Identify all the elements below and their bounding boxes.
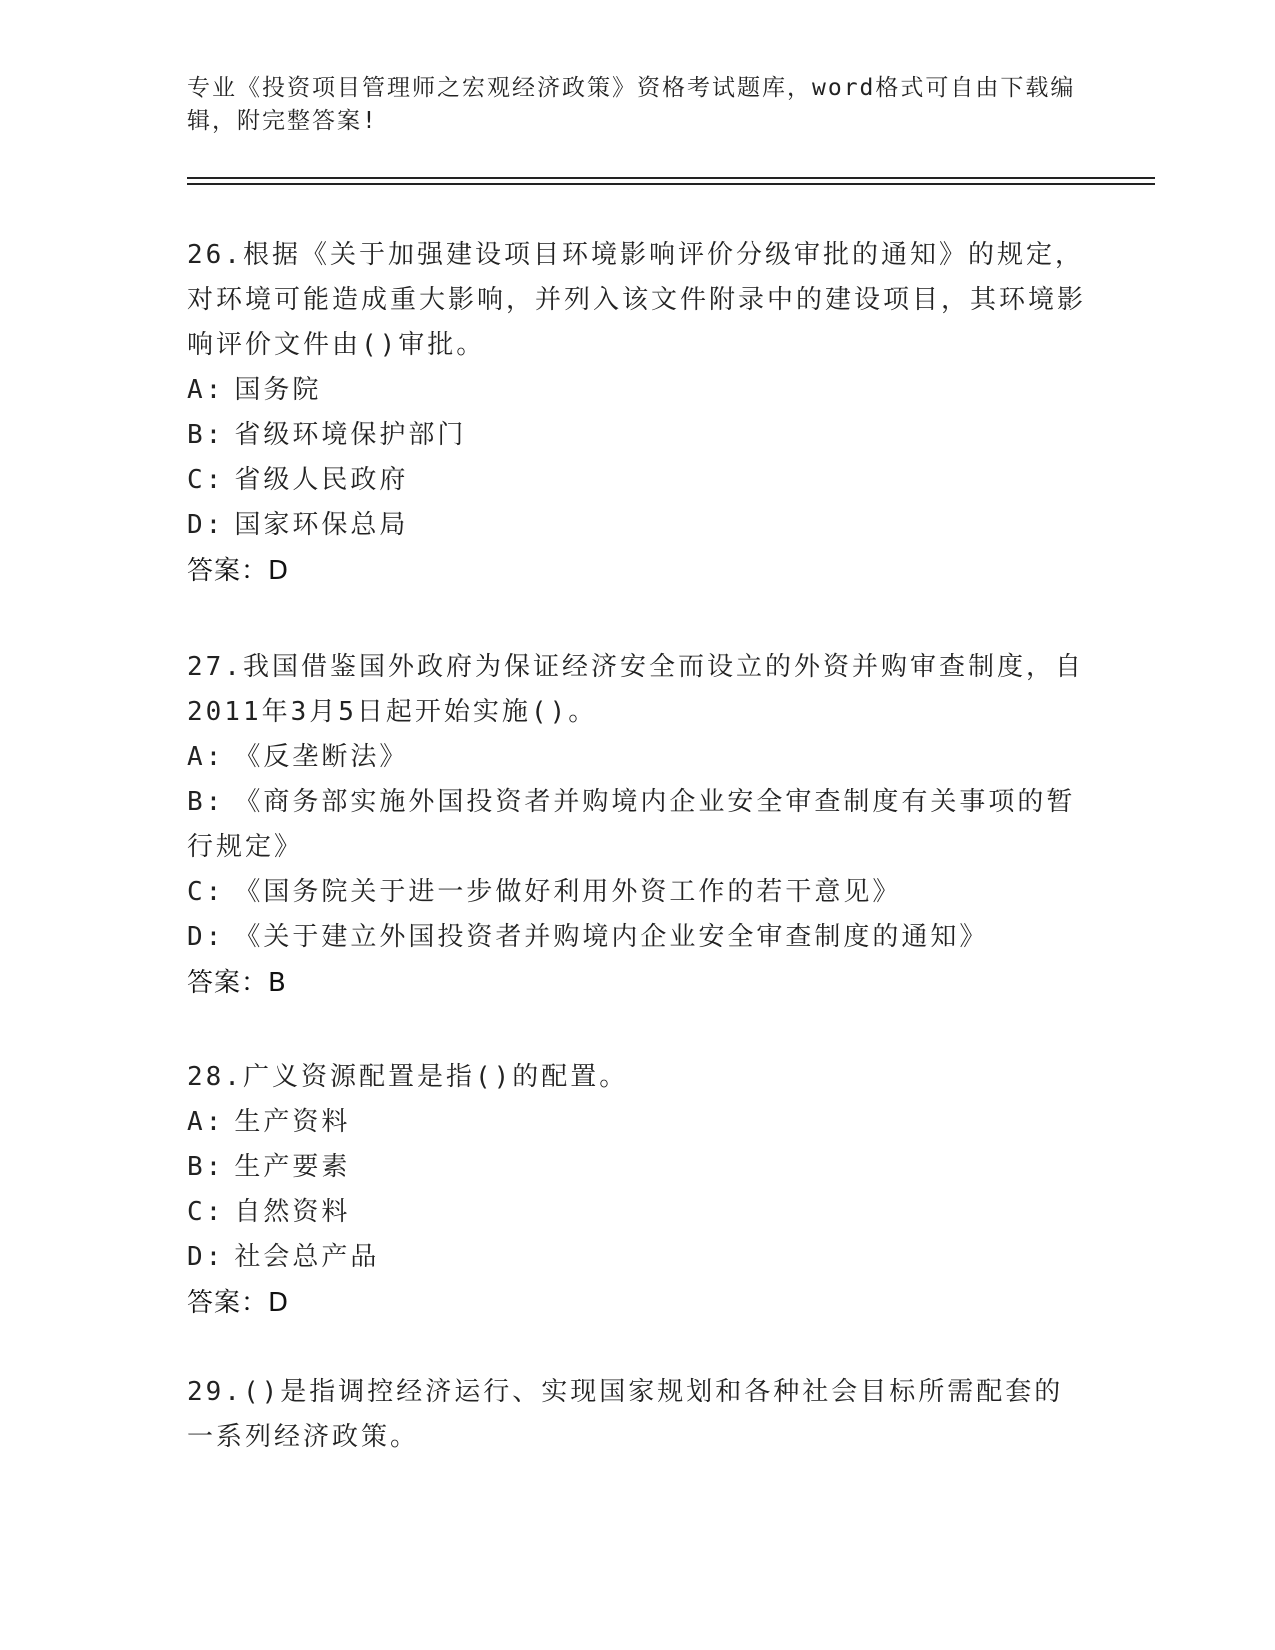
option-d xyxy=(187,503,1087,548)
option-tag: A: xyxy=(187,375,225,405)
question-stem: 28.广义资源配置是指()的配置。 xyxy=(187,1062,629,1092)
option-tag: A: xyxy=(187,1107,225,1137)
question-stem: 27.我国借鉴国外政府为保证经济安全而设立的外资并购审查制度，自2011年3月5日起开始实施()。 xyxy=(187,652,1084,727)
option-a xyxy=(187,1100,1087,1145)
option-text: 《商务部实施外国投资者并购境内企业安全审查制度有关事项的暂行规定》 xyxy=(187,787,1076,862)
answer-label: 答案： xyxy=(187,1288,269,1318)
option-text: 省级人民政府 xyxy=(234,465,409,495)
question-stem: 26.根据《关于加强建设项目环境影响评价分级审批的通知》的规定，对环境可能造成重大影响，并列入该文件附录中的建设项目，其环境影响评价文件由()审批。 xyxy=(187,240,1087,360)
answer-label: 答案： xyxy=(187,556,269,586)
option-d xyxy=(187,1235,1087,1280)
option-text: 生产资料 xyxy=(234,1107,351,1137)
option-text: 《反垄断法》 xyxy=(234,742,409,772)
question-28 xyxy=(187,1055,1087,1326)
option-text: 《关于建立外国投资者并购境内企业安全审查制度的通知》 xyxy=(234,922,989,952)
option-b xyxy=(187,413,1087,458)
option-text: 《国务院关于进一步做好利用外资工作的若干意见》 xyxy=(234,877,902,907)
answer-line xyxy=(187,960,1087,1006)
question-stem: 29.()是指调控经济运行、实现国家规划和各种社会目标所需配套的一系列经济政策。 xyxy=(187,1377,1064,1452)
question-27 xyxy=(187,645,1087,1006)
option-tag: D: xyxy=(187,922,225,952)
option-c xyxy=(187,870,1087,915)
answer-value: B xyxy=(268,968,287,998)
option-text: 生产要素 xyxy=(234,1152,351,1182)
option-tag: D: xyxy=(187,510,225,540)
option-tag: C: xyxy=(187,465,225,495)
answer-line xyxy=(187,548,1087,594)
header-divider-bottom xyxy=(187,183,1155,185)
answer-value: D xyxy=(268,556,290,586)
option-tag: B: xyxy=(187,420,225,450)
question-29 xyxy=(187,1370,1087,1460)
option-tag: C: xyxy=(187,1197,225,1227)
option-c xyxy=(187,458,1087,503)
option-b xyxy=(187,1145,1087,1190)
option-tag: B: xyxy=(187,1152,225,1182)
answer-line xyxy=(187,1280,1087,1326)
question-26 xyxy=(187,233,1087,594)
option-c xyxy=(187,1190,1087,1235)
option-a xyxy=(187,735,1087,780)
answer-value: D xyxy=(268,1288,290,1318)
header-divider-top xyxy=(187,177,1155,179)
document-header: 专业《投资项目管理师之宏观经济政策》资格考试题库，word格式可自由下载编辑，附完整答案! xyxy=(187,75,1076,134)
option-tag: C: xyxy=(187,877,225,907)
option-b xyxy=(187,780,1087,870)
option-tag: B: xyxy=(187,787,225,817)
option-text: 国务院 xyxy=(234,375,322,405)
option-a xyxy=(187,368,1087,413)
option-text: 国家环保总局 xyxy=(234,510,409,540)
option-tag: A: xyxy=(187,742,225,772)
option-text: 省级环境保护部门 xyxy=(234,420,467,450)
answer-label: 答案： xyxy=(187,968,269,998)
option-text: 社会总产品 xyxy=(234,1242,380,1272)
option-d xyxy=(187,915,1087,960)
option-tag: D: xyxy=(187,1242,225,1272)
option-text: 自然资料 xyxy=(234,1197,351,1227)
